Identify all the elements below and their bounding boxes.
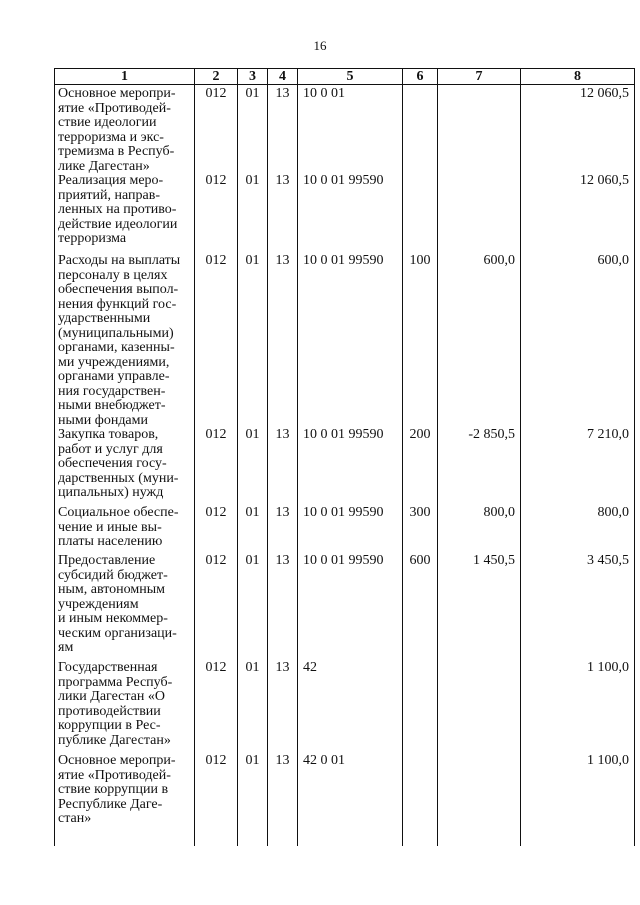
table-header-row [55, 69, 635, 85]
cell-col5: 10 0 01 99590 [298, 554, 403, 661]
cell-col6 [403, 661, 438, 754]
cell-col5: 10 0 01 99590 [298, 254, 403, 428]
cell-col5: 42 0 01 [298, 754, 403, 846]
page-number: 16 [313, 38, 327, 53]
cell-col4: 13 [268, 754, 298, 846]
cell-col6 [403, 754, 438, 846]
cell-col5: 42 [298, 661, 403, 754]
cell-col4: 13 [268, 661, 298, 754]
row-name: Социальное обеспе- чение и иные вы- платы населению [55, 506, 195, 554]
cell-col6: 100 [403, 254, 438, 428]
cell-col2: 012 [195, 661, 238, 754]
cell-col2: 012 [195, 506, 238, 554]
row-name: Государственная программа Респуб- лики Дагестан «О противодействии коррупции в Рес- публике Дагестан» [55, 661, 195, 754]
cell-col8: 1 100,0 [521, 754, 635, 846]
cell-col2: 012 [195, 428, 238, 506]
cell-col8: 12 060,5 [521, 174, 635, 254]
cell-col2: 012 [195, 85, 238, 175]
cell-col7 [438, 661, 521, 754]
cell-col7: 600,0 [438, 254, 521, 428]
cell-col3: 01 [238, 506, 268, 554]
column-header: 4 [268, 69, 298, 85]
cell-col7: 800,0 [438, 506, 521, 554]
cell-col7 [438, 85, 521, 175]
cell-col8: 600,0 [521, 254, 635, 428]
cell-col4: 13 [268, 254, 298, 428]
table-row [55, 428, 635, 506]
table-row [55, 754, 635, 846]
row-name: Основное меропри- ятие «Противодей- ствие коррупции в Республике Даге- стан» [55, 754, 195, 846]
row-name: Основное меропри- ятие «Противодей- ствие идеологии терроризма и экс- тремизма в Респуб- лике Дагестан» [55, 85, 195, 175]
row-name: Предоставление субсидий бюджет- ным, автономным учреждениям и иным некоммер- ческим организаци- ям [55, 554, 195, 661]
column-header: 2 [195, 69, 238, 85]
cell-col7 [438, 754, 521, 846]
cell-col2: 012 [195, 174, 238, 254]
table-row [55, 506, 635, 554]
cell-col4: 13 [268, 428, 298, 506]
cell-col7: -2 850,5 [438, 428, 521, 506]
cell-col8: 7 210,0 [521, 428, 635, 506]
table-row [55, 254, 635, 428]
column-header: 3 [238, 69, 268, 85]
cell-col3: 01 [238, 254, 268, 428]
cell-col7: 1 450,5 [438, 554, 521, 661]
cell-col5: 10 0 01 [298, 85, 403, 175]
cell-col3: 01 [238, 661, 268, 754]
cell-col6: 300 [403, 506, 438, 554]
cell-col6: 600 [403, 554, 438, 661]
column-header: 5 [298, 69, 403, 85]
cell-col2: 012 [195, 754, 238, 846]
cell-col2: 012 [195, 254, 238, 428]
table-row [55, 85, 635, 175]
cell-col4: 13 [268, 174, 298, 254]
cell-col6 [403, 85, 438, 175]
table-row [55, 554, 635, 661]
table-row [55, 661, 635, 754]
cell-col3: 01 [238, 85, 268, 175]
row-name: Расходы на выплаты персоналу в целях обеспечения выпол- нения функций гос- ударственными (муниципальными) органами, казенны- ми учреждениями, органами управле- ния государствен- ными внебюджет- ными фондами [55, 254, 195, 428]
column-header: 8 [521, 69, 635, 85]
cell-col5: 10 0 01 99590 [298, 174, 403, 254]
cell-col7 [438, 174, 521, 254]
row-name: Реализация меро- приятий, направ- ленных на противо- действие идеологии терроризма [55, 174, 195, 254]
cell-col5: 10 0 01 99590 [298, 428, 403, 506]
cell-col6: 200 [403, 428, 438, 506]
cell-col8: 12 060,5 [521, 85, 635, 175]
column-header: 7 [438, 69, 521, 85]
cell-col3: 01 [238, 174, 268, 254]
cell-col4: 13 [268, 554, 298, 661]
cell-col8: 800,0 [521, 506, 635, 554]
cell-col3: 01 [238, 754, 268, 846]
cell-col3: 01 [238, 428, 268, 506]
cell-col2: 012 [195, 554, 238, 661]
column-header: 6 [403, 69, 438, 85]
row-name: Закупка товаров, работ и услуг для обеспечения госу- дарственных (муни- ципальных) нужд [55, 428, 195, 506]
table-row [55, 174, 635, 254]
cell-col4: 13 [268, 506, 298, 554]
budget-table [54, 68, 635, 846]
cell-col3: 01 [238, 554, 268, 661]
cell-col4: 13 [268, 85, 298, 175]
cell-col8: 3 450,5 [521, 554, 635, 661]
column-header: 1 [55, 69, 195, 85]
cell-col5: 10 0 01 99590 [298, 506, 403, 554]
cell-col8: 1 100,0 [521, 661, 635, 754]
cell-col6 [403, 174, 438, 254]
